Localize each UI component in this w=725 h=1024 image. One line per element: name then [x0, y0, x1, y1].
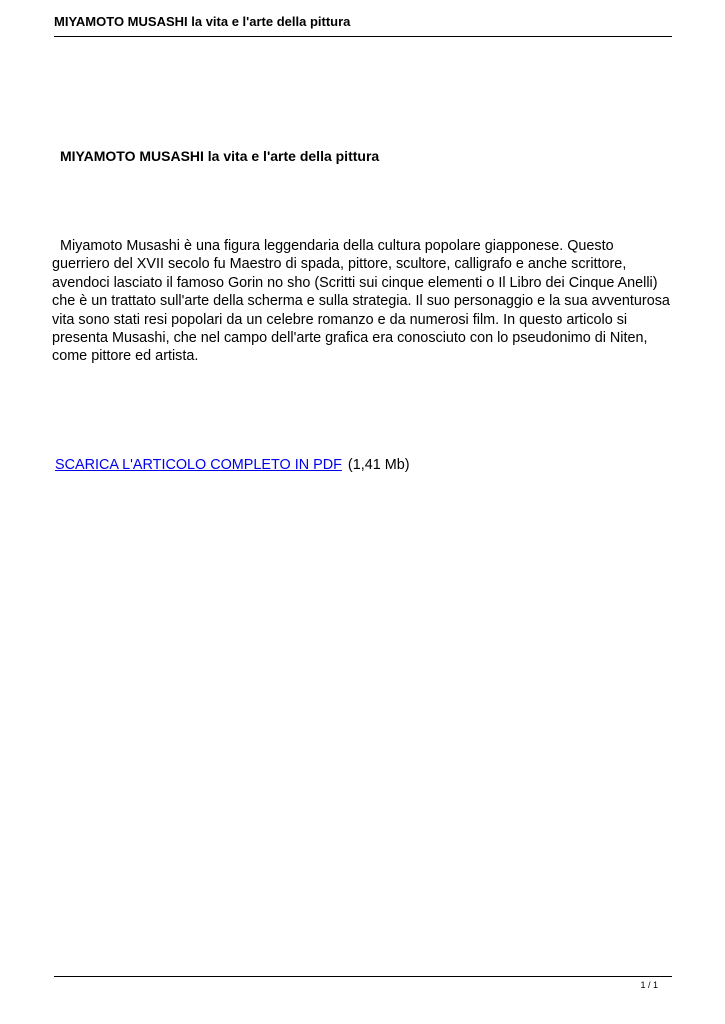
- file-size: (1,41 Mb): [347, 457, 410, 473]
- article-title: MIYAMOTO MUSASHI la vita e l'arte della pittura: [60, 148, 380, 164]
- page-number: 1 / 1: [640, 980, 658, 990]
- download-row: [55, 457, 410, 473]
- article-body-container: [52, 237, 674, 366]
- page-header: [54, 12, 672, 37]
- header-title: MIYAMOTO MUSASHI la vita e l'arte della pittura: [54, 14, 351, 29]
- page-footer: [54, 976, 672, 990]
- download-pdf-link[interactable]: SCARICA L'ARTICOLO COMPLETO IN PDF: [55, 457, 342, 473]
- article-body: Miyamoto Musashi è una figura leggendaria della cultura popolare giapponese. Questo guerriero del XVII secolo fu Maestro di spada, pittore, scultore, calligrafo e anche scrittore, avendoci lasciato il famoso Gorin no sho (Scritti sui cinque elementi o Il Libro dei Cinque Anelli) che è un trattato sull'arte della scherma e sulla strategia. Il suo personaggio e la sua avventurosa vita sono stati resi popolari da un celebre romanzo e da numerosi film. In questo articolo si presenta Musashi, che nel campo dell'arte grafica era conosciuto con lo pseudonimo di Niten, come pittore ed artista.: [52, 238, 670, 365]
